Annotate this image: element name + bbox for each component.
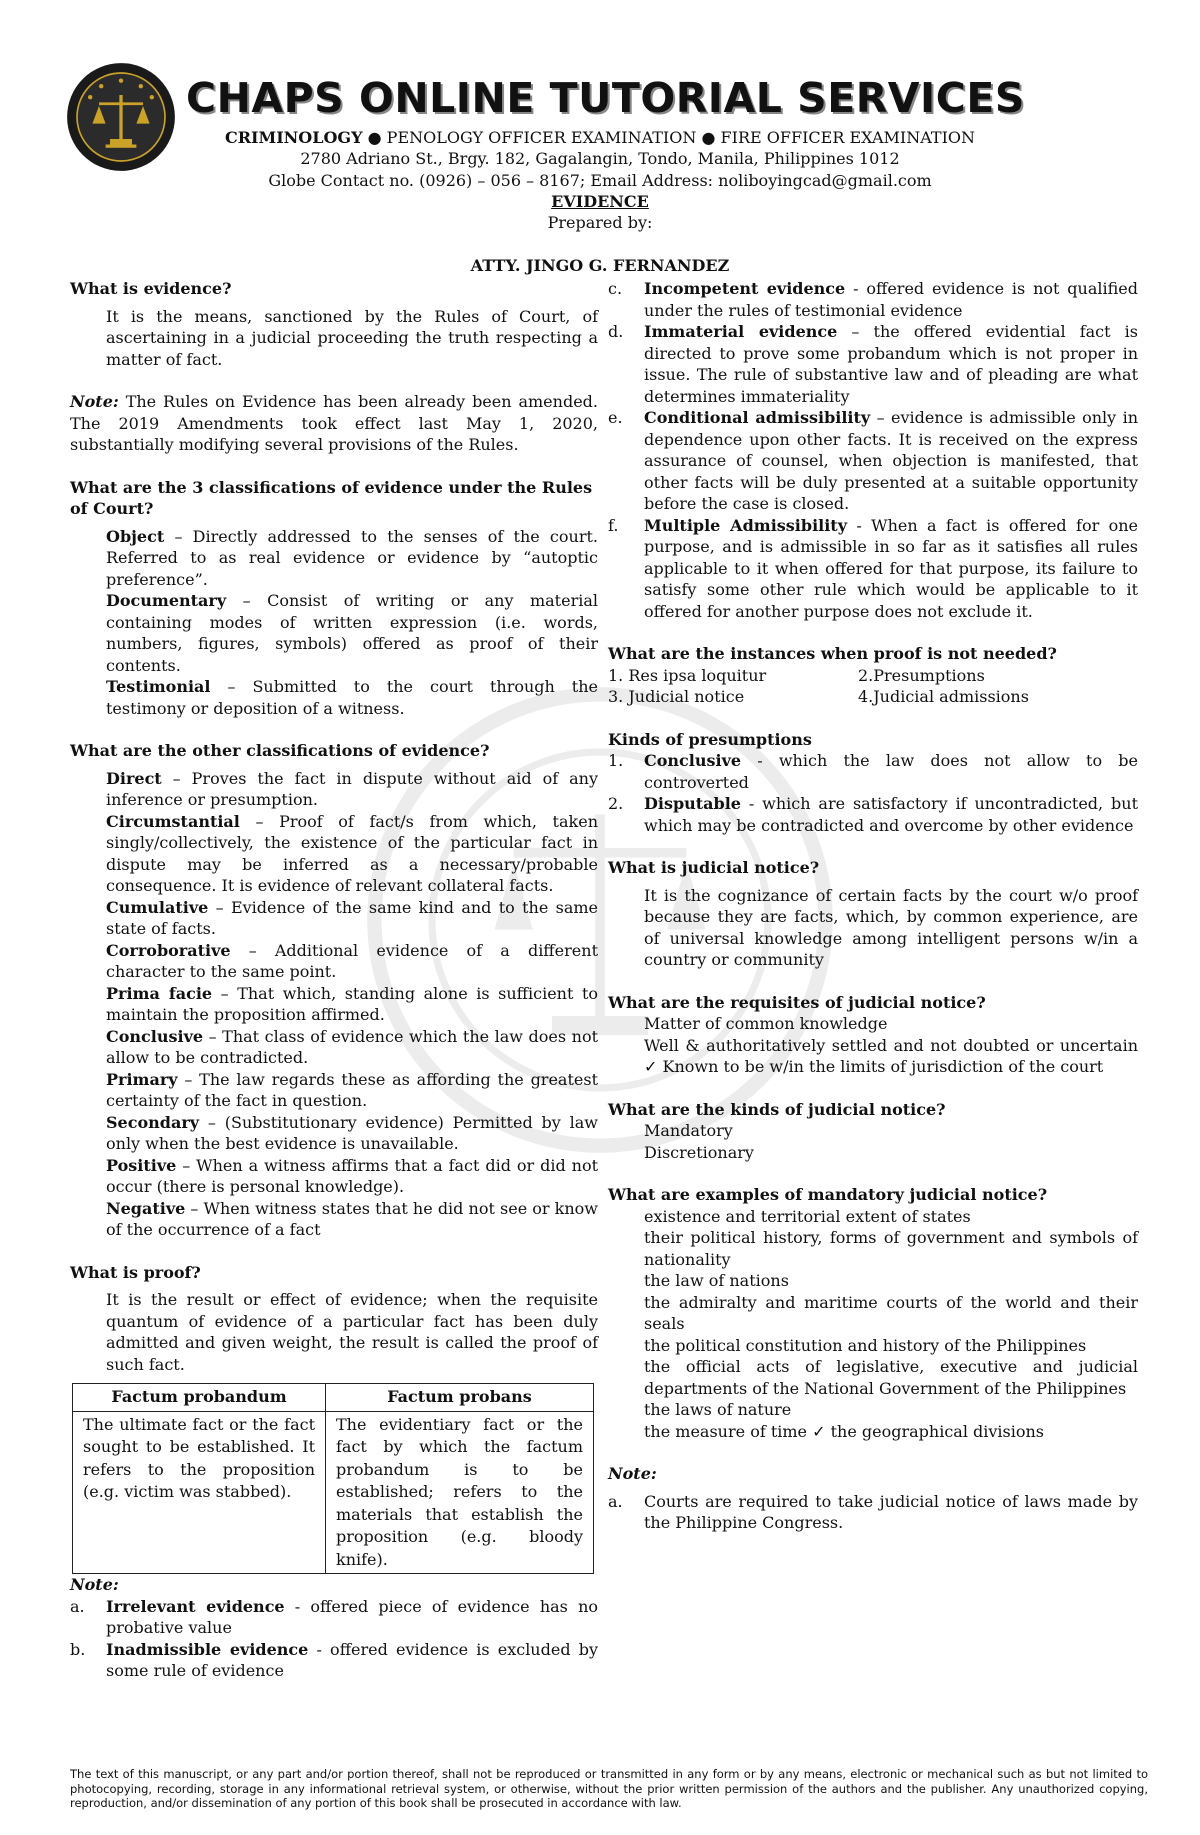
list-item [70,590,598,676]
definition: – Directly addressed to the senses of the court. Referred to as real evidence or evidence by “autoptic preference”. [106,526,598,589]
item-text: the measure of time ✓ the geographical divisions [644,1421,1045,1441]
list-item [608,321,1138,407]
list-item: 2.Presumptions [858,665,985,685]
item-text: Matter of common knowledge [644,1014,888,1033]
list-item [608,1491,1138,1534]
note-text: The Rules on Evidence has been already been amended. The 2019 Amendments took effect last May 1, 2020, substantially modifying several provisions of the Rules. [70,392,598,454]
list-marker: 1. [608,751,624,770]
list-item [70,897,598,940]
question-requisites: What are the requisites of judicial notice? [608,992,986,1012]
list-item [70,526,598,591]
term: Irrelevant evidence [106,1596,285,1616]
list-item [70,811,598,897]
definition: – Consist of writing or any material containing modes of written expression (i.e. words, numbers, figures, symbols) offered as proof of their contents. [106,591,598,675]
term: Primary [106,1069,178,1089]
definition: - which are satisfactory if uncontradicted, but which may be contradicted and overcome by other evidence [644,794,1138,835]
list-item [70,1596,598,1639]
definition: – Proves the fact in dispute without aid of any inference or presumption. [106,768,598,809]
question-mandatory-examples: What are examples of mandatory judicial notice? [608,1185,1048,1204]
definition: – That which, standing alone is sufficient to maintain the proposition affirmed. [106,983,599,1024]
definition: – (Substitutionary evidence) Permitted by law only when the best evidence is unavailable. [106,1112,598,1153]
list-item [608,1421,1138,1443]
list-item [608,1270,1138,1292]
item-text: their political history, forms of government and symbols of nationality [644,1228,1138,1269]
definition: – the offered evidential fact is directed to prove some probandum which is not proper in issue. The rule of substantive law and of pleading are what determines immateriality [644,322,1139,406]
separator-dot: ● [367,128,382,147]
prepared-by: Prepared by: [547,213,653,232]
item-text: the admiralty and maritime courts of the world and their seals [644,1292,1138,1333]
list-item [70,768,598,811]
list-item [70,1155,598,1198]
list-item [70,676,598,719]
definition: – Proof of fact/s from which, taken singly/collectively, the existence of the particular fact in dispute may be inferred as a necessary/probable consequence. It is evidence of relevant collateral facts. [106,811,598,895]
list-marker: c. [608,279,623,298]
question-judicial-notice: What is judicial notice? [608,858,820,877]
list-item [70,1069,598,1112]
list-item [608,1335,1138,1357]
list-item [70,1289,598,1375]
item-text: existence and territorial extent of states [644,1206,971,1226]
note-paragraph [70,391,598,456]
question-proof-not-needed: What are the instances when proof is not needed? [608,644,1057,663]
term: Cumulative [106,897,209,917]
definition: – That class of evidence which the law does not allow to be contradicted. [106,1026,598,1067]
program-fire-officer: FIRE OFFICER EXAMINATION [720,128,976,147]
term: Documentary [106,591,227,610]
factum-table [72,1383,594,1574]
note-label: Note: [70,1575,119,1594]
item-text: the political constitution and history of the Philippines [644,1335,1087,1355]
definition: - When a fact is offered for one purpose, and is admissible in so far as it satisfies all rules applicable to it when offered for that purpose, its failure to satisfy some other rule which would be applicable to it offered for another purpose does not exclude it. [644,515,1138,621]
note-label: Note: [70,392,119,411]
definition: – Submitted to the court through the testimony or deposition of a witness. [106,677,598,718]
term: Multiple Admissibility [644,515,847,535]
term: Prima facie [106,983,213,1003]
list-marker: e. [608,408,623,427]
answer-text: It is the means, sanctioned by the Rules of Court, of ascertaining in a judicial proceeding the truth respecting a matter of fact. [106,306,598,369]
term: Negative [106,1198,186,1218]
definition: – Evidence of the same kind and to the same state of facts. [106,897,598,938]
list-marker: 2. [608,794,624,813]
question-classifications: What are the 3 classifications of evidence under the Rules of Court? [70,477,593,518]
list-item [608,407,1138,515]
term: Conclusive [106,1026,204,1046]
definition: - offered piece of evidence has no probative value [106,1596,599,1637]
term: Circumstantial [106,811,240,831]
definition: – Additional evidence of a different character to the same point. [106,940,598,981]
list-item [608,1399,1138,1421]
definition: - which the law does not allow to be controverted [644,751,1138,792]
term: Testimonial [106,677,211,696]
list-item [70,940,598,983]
list-item [70,1112,598,1155]
list-item [70,1639,598,1682]
document-title: EVIDENCE [551,192,649,211]
definition: – evidence is admissible only in dependence upon other facts. It is received on the express assurance of counsel, when objection is manifested, that other facts will be duly presented at a suitable opportunity before the case is closed. [644,408,1138,513]
list-item [608,1142,1138,1164]
term: Inadmissible evidence [106,1639,309,1659]
list-marker: b. [70,1639,86,1659]
list-item [70,306,598,371]
list-item [608,1292,1138,1335]
separator-dot: ● [701,128,716,147]
table-cell: The ultimate fact or the fact sought to be established. It refers to the proposition (e.g. victim was stabbed). [73,1411,326,1574]
list-item [608,278,1138,321]
item-text: the laws of nature [644,1400,792,1419]
term: Secondary [106,1112,200,1132]
list-item [608,1356,1138,1399]
copyright-notice: The text of this manuscript, or any part and/or portion thereof, shall not be reproduced or transmitted in any form or by any means, electronic or mechanical such as but not limited to photocopying, recording, storage in any informational retrieval system, or otherwise, without the prior written permission of the authors and the publisher. Any unauthorized copying, reproduction, and/or dissemination of any portion of this book shall be prosecuted in accordance with law. [70,1767,1148,1810]
term: Object [106,526,165,546]
question-what-is-evidence: What is evidence? [70,279,232,298]
term: Corroborative [106,940,231,960]
definition: - offered evidence is excluded by some rule of evidence [106,1639,599,1680]
brand-title: CHAPS ONLINE TUTORIAL SERVICES [186,74,1025,122]
term: Direct [106,768,162,788]
contact-line: Globe Contact no. (0926) – 056 – 8167; Email Address: noliboyingcad@gmail.com [268,171,932,190]
definition: – When a witness affirms that a fact did or did not occur (there is personal knowledge). [106,1155,598,1196]
term: Positive [106,1155,177,1175]
answer-text: It is the result or effect of evidence; when the requisite quantum of evidence of a particular fact has been duly admitted and given weight, the result is called the proof of such fact. [106,1290,598,1374]
term: Conditional admissibility [644,408,871,427]
note-label: Note: [608,1464,657,1483]
address-line: 2780 Adriano St., Brgy. 182, Gagalangin, Tondo, Manila, Philippines 1012 [300,149,900,168]
table-header: Factum probans [326,1384,594,1412]
program-penology: PENOLOGY OFFICER EXAMINATION [386,128,697,147]
proof-not-needed-list [608,665,1138,708]
term: Immaterial evidence [644,322,838,341]
list-item [70,1198,598,1241]
list-item [608,515,1138,623]
term: Disputable [644,794,741,813]
item-text: Mandatory [644,1121,733,1140]
list-item [608,1227,1138,1270]
program-criminology: CRIMINOLOGY [224,128,363,147]
answer-text: It is the cognizance of certain facts by the court w/o proof because they are facts, which, by common experience, are of universal knowledge among intelligent persons w/in a country or community [644,885,1138,969]
list-item [70,1026,598,1069]
term: Conclusive [644,751,742,770]
item-text: the official acts of legislative, executive and judicial departments of the National Government of the Philippines [644,1357,1138,1398]
item-text: Courts are required to take judicial notice of laws made by the Philippine Congress. [644,1491,1138,1532]
list-item [608,750,1138,793]
list-item [608,793,1138,836]
list-item [608,1013,1138,1035]
question-kinds-of-presumptions: Kinds of presumptions [608,729,812,749]
right-column [608,278,1138,1534]
programs-line [0,128,1200,148]
definition: – The law regards these as affording the greatest certainty of the fact in question. [106,1069,598,1110]
list-marker: a. [608,1491,623,1511]
left-column [70,278,598,1682]
definition: - offered evidence is not qualified under the rules of testimonial evidence [644,279,1139,320]
list-item [70,983,598,1026]
list-marker: d. [608,322,624,341]
item-text: Discretionary [644,1142,754,1162]
list-item [608,1206,1138,1228]
list-marker: f. [608,515,619,535]
list-item [608,1035,1138,1078]
question-other-classifications: What are the other classifications of evidence? [70,741,490,760]
list-item: 4.Judicial admissions [858,687,1029,706]
list-item: 1. Res ipsa loquitur [608,665,767,685]
item-text: the law of nations [644,1271,789,1290]
table-cell: The evidentiary fact or the fact by which the factum probandum is to be established; refers to the materials that establish the proposition (e.g. bloody knife). [326,1411,594,1574]
term: Incompetent evidence [644,279,846,298]
list-item [608,885,1138,971]
list-item [608,1120,1138,1142]
list-marker: a. [70,1596,85,1616]
list-item: 3. Judicial notice [608,687,745,706]
item-text: Well & authoritatively settled and not doubted or uncertain ✓ Known to be w/in the limits of jurisdiction of the court [644,1035,1138,1076]
definition: – When witness states that he did not see or know of the occurrence of a fact [106,1198,598,1239]
author-name: ATTY. JINGO G. FERNANDEZ [470,256,730,275]
question-what-is-proof: What is proof? [70,1262,201,1282]
table-header: Factum probandum [73,1384,326,1412]
question-kinds-judicial-notice: What are the kinds of judicial notice? [608,1099,946,1119]
